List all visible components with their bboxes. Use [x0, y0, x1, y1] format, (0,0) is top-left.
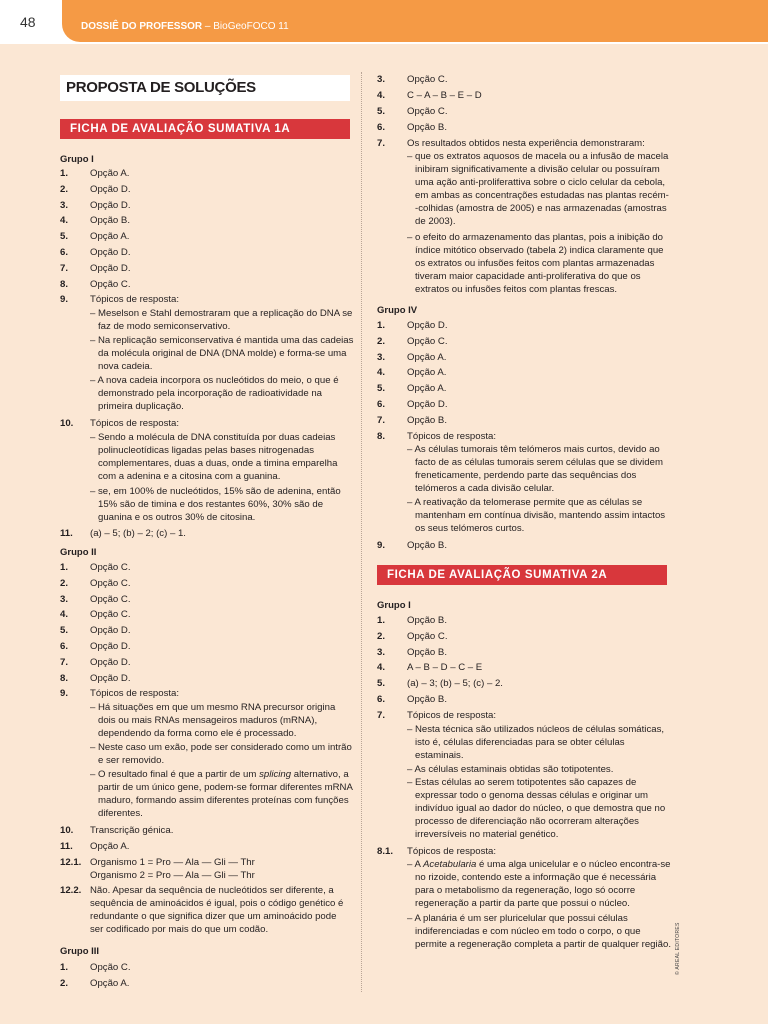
item-text: Tópicos de resposta:	[407, 846, 497, 857]
item-number: 8.1.	[377, 846, 394, 857]
item-text: Opção D.	[90, 656, 131, 668]
item-text: Opção D.	[90, 183, 131, 195]
item-number: 7.	[377, 709, 386, 721]
item-number: 5.	[377, 106, 386, 117]
bullet-text: – o efeito do armazenamento das plantas, pois a inibição do índice mitótico observado (tabela 2) indica claramente que os extratos ou infusões feitos com plantas armazenadas tiveram maior capacidade anti-proliferativa do que os extratos ou infusões feitos com plantas frescas.	[407, 232, 664, 295]
header-title: DOSSIÊ DO PROFESSOR – BioGeoFOCO 11	[81, 21, 289, 32]
item-text: Opção B.	[407, 615, 447, 626]
item-number: 1.	[377, 320, 386, 331]
column-divider	[361, 72, 362, 992]
item-number: 10.	[60, 825, 74, 836]
item-number: 12.2.	[60, 885, 82, 896]
item-number: 2.	[377, 335, 386, 347]
item-text: Opção A.	[407, 383, 447, 395]
item-number: 4.	[377, 367, 386, 379]
ficha-1a-heading: FICHA DE AVALIAÇÃO SUMATIVA 1A	[60, 119, 350, 139]
item-text: Opção D.	[90, 199, 131, 211]
page-number: 48	[20, 14, 36, 30]
item-number: 7.	[60, 262, 69, 274]
item-text: Opção B.	[90, 215, 130, 227]
ficha-2a-heading: FICHA DE AVALIAÇÃO SUMATIVA 2A	[377, 565, 667, 585]
item-text: Opção A.	[407, 351, 447, 363]
item-text: Opção B.	[407, 414, 447, 426]
item-number: 1.	[60, 962, 69, 973]
item-text: Opção C.	[90, 278, 131, 290]
item-number: 7.	[60, 656, 69, 668]
group-heading: Grupo III	[60, 946, 100, 957]
item-text: Opção B.	[407, 694, 447, 705]
group-heading: Grupo I	[60, 154, 94, 165]
page-header	[0, 0, 768, 44]
header-tab	[62, 0, 768, 42]
item-number: 9.	[60, 688, 69, 700]
bullet-text: – A nova cadeia incorpora os nucleótidos do meio, o que é demonstrado pela incorporação de radioatividade na primeira duplicação.	[90, 375, 339, 412]
page-title: PROPOSTA DE SOLUÇÕES	[60, 75, 350, 101]
item-text: Organismo 1 = Pro — Ala — Gli — Thr	[90, 857, 255, 868]
item-text: Opção C.	[90, 593, 131, 605]
bullet-text: – que os extratos aquosos de macela ou a infusão de macela inibiram significativamente a divisão celular ou possuíram uma ação anti-proliferattiva sobre o ciclo celular da cebola, em ambas as concentrações estudadas nas plantas recém--colhidas (amostra de 2005) e nas armazenadas (amostras de 2003).	[407, 151, 669, 227]
item-number: 7.	[377, 138, 386, 149]
bullet-text: – Sendo a molécula de DNA constituída por duas cadeias polinucleotídicas ligadas pelas bases nitrogenadas complementares, duas a duas, onde a timina emparelha com a adenina e a citosina com a guanina.	[90, 432, 338, 482]
item-text: Opção D.	[90, 625, 131, 637]
item-number: 7.	[377, 414, 386, 426]
bullet-text: – Na replicação semiconservativa é mantida uma das cadeias da molécula original de DNA (DNA molde) e forma-se uma nova cadeia.	[90, 335, 354, 372]
group-heading: Grupo I	[377, 600, 411, 611]
item-number: 8.	[60, 672, 69, 684]
item-text: Organismo 2 = Pro — Ala — Gli — Thr	[90, 870, 255, 881]
item-number: 8.	[377, 430, 386, 442]
bullet-text: – Nesta técnica são utilizados núcleos de células somáticas, isto é, células diferenciadas para se obter células estaminais.	[407, 724, 665, 761]
item-text: (a) – 5; (b) – 2; (c) – 1.	[90, 528, 186, 539]
item-text: Opção C.	[407, 74, 448, 85]
group-heading: Grupo II	[60, 547, 97, 558]
item-number: 5.	[377, 678, 386, 690]
item-number: 3.	[60, 199, 69, 211]
item-number: 5.	[60, 625, 69, 637]
item-text: Opção C.	[90, 562, 131, 573]
item-number: 3.	[377, 74, 386, 85]
item-text: Opção D.	[90, 641, 131, 652]
item-number: 1.	[377, 615, 386, 626]
bullet-text: – A planária é um ser pluricelular que possui células indiferenciadas e com núcleo em todo o corpo, o que permite a regeneração completa a partir de qualquer região.	[407, 913, 671, 950]
item-text: Opção A.	[90, 168, 130, 179]
item-number: 4.	[377, 662, 386, 674]
item-text: Opção A.	[90, 231, 130, 243]
item-number: 3.	[377, 646, 386, 658]
item-text: Opção C.	[90, 609, 131, 621]
item-number: 12.1.	[60, 857, 82, 868]
item-number: 6.	[377, 122, 386, 133]
item-text: Opção B.	[407, 540, 447, 551]
item-text: Opção D.	[90, 672, 131, 684]
bullet-text: – O resultado final é que a partir de um splicing alternativo, a partir de um único gene, podem-se formar diferentes mRNA maduro, formando assim diferentes proteínas com funções diferentes.	[90, 769, 353, 819]
item-text: Opção C.	[90, 962, 131, 973]
item-text: Opção D.	[90, 247, 131, 258]
item-number: 4.	[60, 609, 69, 621]
item-text: Não. Apesar da sequência de nucleótidos ser diferente, a sequência de aminoácidos é igual, pois o código genético é redundante o que significa dizer que um aminoácido pode ser codificado por mais do que um codão.	[90, 885, 344, 935]
item-number: 2.	[377, 630, 386, 642]
item-text: Opção C.	[407, 106, 448, 117]
item-text: Opção A.	[90, 977, 130, 989]
item-text: Opção B.	[407, 122, 447, 133]
item-text: Tópicos de resposta:	[90, 688, 180, 700]
item-text: Opção C.	[407, 335, 448, 347]
item-text: Tópicos de resposta:	[90, 294, 180, 306]
item-number: 3.	[377, 351, 386, 363]
item-number: 4.	[377, 90, 386, 101]
item-text: Opção A.	[90, 841, 130, 852]
item-number: 4.	[60, 215, 69, 227]
item-text: Tópicos de resposta:	[407, 709, 497, 721]
item-number: 9.	[60, 294, 69, 306]
bullet-text: – Neste caso um exão, pode ser considerado como um intrão e ser removido.	[90, 742, 352, 766]
bullet-text: – Meselson e Stahl demostraram que a replicação do DNA se faz de modo semiconservativo.	[90, 308, 353, 332]
item-number: 6.	[60, 247, 69, 258]
item-number: 2.	[60, 977, 69, 989]
item-text: Opção D.	[407, 399, 448, 410]
item-text: C – A – B – E – D	[407, 90, 482, 101]
item-text: Opção C.	[407, 630, 448, 642]
bullet-text: – As células tumorais têm telómeros mais curtos, devido ao facto de as células tumorais serem células que se dividem freneticamente, perdendo parte das sequências dos telómeros a cada divisão celular.	[407, 444, 663, 494]
item-number: 1.	[60, 562, 69, 573]
item-number: 10.	[60, 418, 74, 429]
item-text: A – B – D – C – E	[407, 662, 483, 674]
item-text: Opção D.	[407, 320, 448, 331]
bullet-text: – se, em 100% de nucleótidos, 15% são de adenina, então 15% são de timina e dos restantes 60%, 30% são de guanina e os outros 30% de citosina.	[90, 486, 341, 523]
publisher-credit: © AREAL EDITORES	[675, 922, 681, 975]
item-number: 11.	[60, 841, 73, 852]
item-number: 11.	[60, 528, 73, 539]
bullet-text: – Estas células ao serem totipotentes são capazes de expressar todo o genoma dessas células e originar um indivíduo igual ao dador do núcleo, o que demostra que no processo de diferenciação não ocorreram alterações irreversíveis no material genético.	[407, 777, 666, 840]
item-text: Opção C.	[90, 577, 131, 589]
item-number: 6.	[377, 399, 386, 410]
item-number: 5.	[60, 231, 69, 243]
item-text: Tópicos de resposta:	[407, 430, 497, 442]
group-heading: Grupo IV	[377, 305, 418, 316]
item-number: 6.	[377, 694, 386, 705]
item-text: Tópicos de resposta:	[90, 418, 180, 429]
bullet-text: – As células estaminais obtidas são totipotentes.	[407, 764, 614, 775]
item-number: 9.	[377, 540, 386, 551]
item-number: 5.	[377, 383, 386, 395]
bullet-text: – Há situações em que um mesmo RNA precursor origina dois ou mais RNAs mensageiros maduros (mRNA), dependendo da forma como ele é processado.	[90, 702, 336, 739]
item-text: Opção A.	[407, 367, 447, 379]
item-text: Opção B.	[407, 646, 447, 658]
item-text: Opção D.	[90, 262, 131, 274]
item-number: 8.	[60, 278, 69, 290]
bullet-text: – A reativação da telomerase permite que as células se mantenham em contínua divisão, mantendo assim intactos os seus telómeros curtos.	[407, 497, 666, 534]
item-text: Os resultados obtidos nesta experiência demonstraram:	[407, 138, 645, 149]
item-number: 3.	[60, 593, 69, 605]
item-number: 2.	[60, 183, 69, 195]
item-number: 2.	[60, 577, 69, 589]
item-number: 6.	[60, 641, 69, 652]
bullet-text: – A Acetabularia é uma alga unicelular e o núcleo encontra-se no rizoide, contendo este a informação que é necessária para o metabolismo da regeneração, logo só ocorre regeneração a partir da parte que possui o núcleo.	[407, 859, 671, 909]
item-text: Transcrição génica.	[90, 825, 174, 836]
item-number: 1.	[60, 168, 69, 179]
item-text: (a) – 3; (b) – 5; (c) – 2.	[407, 678, 503, 690]
